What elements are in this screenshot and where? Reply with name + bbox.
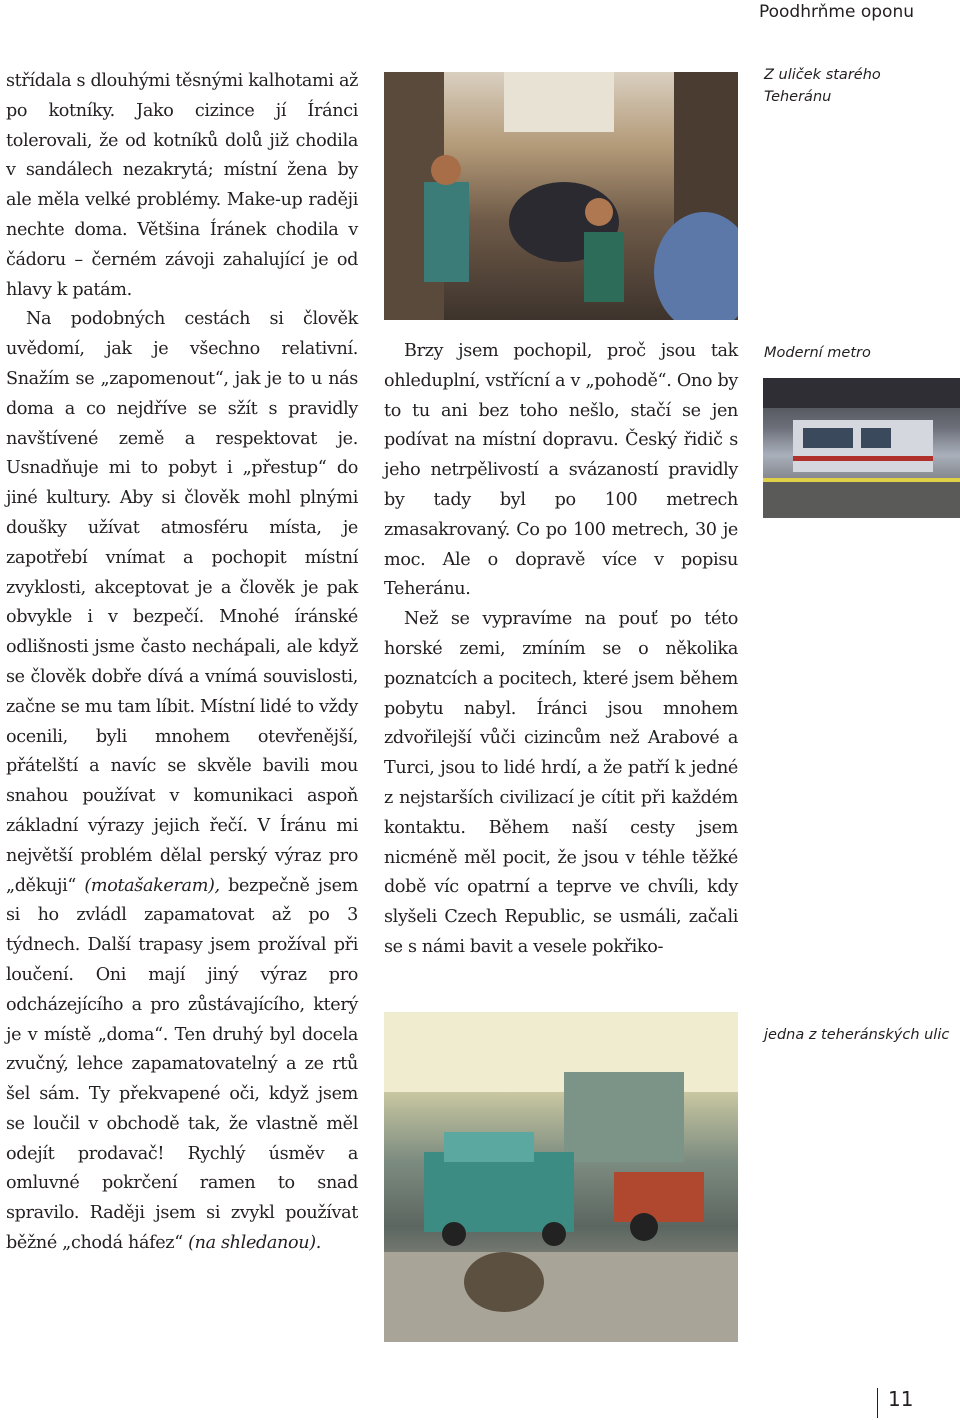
metro-photo-illustration bbox=[763, 378, 960, 518]
left-paragraph-2 bbox=[6, 305, 358, 1259]
left-paragraph-1: střídala s dlouhými těsnými kalhotami až po kotníky. Jako cizince jí Íránci tolerovali, že od kotníků dolů již chodila v sandálech nezakrytá; místní žena by ale měla velké problémy. Make-up raději nechte doma. Většina Íránek chodila v čádoru – černém závoji zahalující je od hlavy k patám. bbox=[6, 71, 358, 300]
page-number: 11 bbox=[888, 1387, 914, 1411]
middle-text-column bbox=[384, 337, 738, 963]
left-paragraph-2-part-a: Na podobných cestách si člověk uvědomí, jak je všechno relativní. Snažím se „zapomenout“, jak je to u nás doma a co nejdříve se sžít s pravidly navštívené země a respektovat je. Usnadňuje mi to pobyt i „přestup“ do jiné kultury. Aby si člověk mohl plnými doušky užívat atmosféru místa, je zapotřebí vnímat a pochopit místní zvyklosti, akceptovat je a člověk je pak obvykle i v bezpečí. Mnohé íránské odlišnosti jsme často nechápali, ale když se člověk dobře dívá a vnímá souvislosti, začne se mu tam líbit. Místní lidé to vždy ocenili, byli mnohem otevřenější, přátelští a navíc se skvěle bavili mou snahou používat v komunikaci aspoň základní výrazy jejich řečí. V Íránu mi největší problém dělal perský výraz pro „děkuji“ bbox=[6, 309, 358, 896]
middle-paragraph-1: Brzy jsem pochopil, proč jsou tak ohleduplní, vstřícní a v „pohodě“. Ono by to tu ani bez toho nešlo, stačí se jen podívat na místní dopravu. Český řidič s jeho netrpělivostí a svázaností pravidly by tady byl po 100 metrech zmasakrovaný. Co po 100 metrech, 30 je moc. Ale o dopravě více v popisu Teheránu. bbox=[384, 341, 738, 600]
metro-photo-caption: Moderní metro bbox=[764, 345, 871, 361]
traffic-photo-illustration bbox=[384, 1012, 738, 1342]
left-paragraph-2-part-b: bezpečně jsem si ho zvládl zapamatovat až po 3 týdnech. Další trapasy jsem prožíval při loučení. Oni mají jiný výraz pro odcházejícího a pro zůstávajícího, který je v místě „doma“. Ten druhý byl docela zvučný, lehce zapamatovatelný a ze rtů šel sám. Ty překvapené oči, když jsem se loučil v obchodě tak, že vlastně měl odejít prodavač! Rychlý úsměv a omluvné pokrčení ramen to snad spravilo. Raději jsem si zvykl používat běžné „chodá háfez“ bbox=[6, 875, 358, 1254]
street-photo bbox=[384, 72, 738, 320]
page-number-divider bbox=[877, 1388, 878, 1418]
traffic-photo bbox=[384, 1012, 738, 1342]
persian-thanks-term: (motašakeram), bbox=[84, 875, 220, 896]
persian-goodbye-translation: (na shledanou). bbox=[188, 1233, 322, 1254]
running-header: Poodhrňme oponu bbox=[758, 2, 914, 22]
metro-photo bbox=[763, 378, 960, 518]
traffic-photo-caption: jedna z teheránských ulic bbox=[764, 1027, 950, 1043]
street-photo-illustration bbox=[384, 72, 738, 320]
middle-paragraph-2: Než se vypravíme na pouť po této horské zemi, zmíním se o několika poznatcích a pocitech, které jsem během pobytu nabyl. Íránci jsou mnohem zdvořilejší vůči cizincům než Arabové a Turci, jsou to lidé hrdí, a že patří k jedné z nejstarších civilizací je cítit při každém kontaktu. Během naší cesty jsem nicméně měl pocit, že jsou v téhle těžké době víc opatrní a teprve ve chvíli, kdy slyšeli Czech Republic, se usmáli, začali se s námi bavit a vesele pokřiko- bbox=[384, 609, 738, 957]
street-photo-caption: Z uliček starého Teheránu bbox=[764, 67, 881, 105]
left-text-column bbox=[6, 67, 358, 1259]
